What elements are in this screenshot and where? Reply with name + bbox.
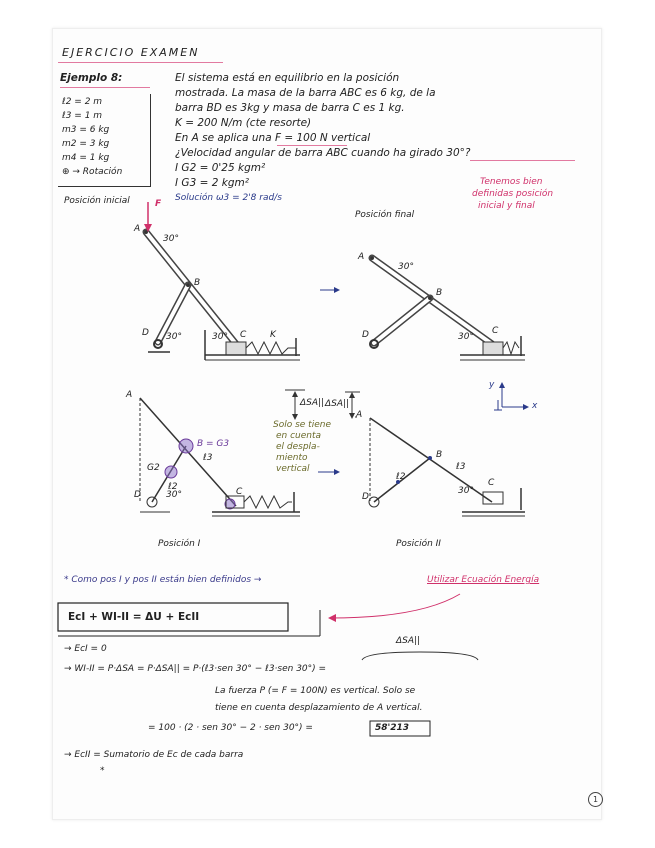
label-a-initial: A <box>134 224 141 234</box>
label-b-final: B <box>436 288 443 298</box>
delta-sa-label: ΔSA|| <box>300 398 325 408</box>
solution-line-6: → EcII = Sumatorio de Ec de cada barra <box>64 750 244 760</box>
note-box-2: en cuenta <box>276 431 322 441</box>
axis-y-label: y <box>489 380 495 390</box>
angle-initial-d: 30° <box>166 332 182 342</box>
solution-line-3: La fuerza P (= F = 100N) es vertical. Solo se <box>215 686 416 696</box>
side-note-2: definidas posición <box>472 189 554 199</box>
solution-intro: * Como pos I y pos II están bien definidos → <box>64 575 262 585</box>
pos1-label-b-g3: B = G3 <box>197 439 230 449</box>
ejemplo-label: Ejemplo 8: <box>60 72 123 84</box>
statement-line-4: K = 200 N/m (cte resorte) <box>175 117 312 129</box>
statement-line-5: En A se aplica una F = 100 N vertical <box>175 132 371 144</box>
statement-solution: Solución ω3 = 2'8 rad/s <box>175 193 282 203</box>
statement-line-8: I G3 = 2 kgm² <box>175 177 249 189</box>
angle-initial-top: 30° <box>163 234 179 244</box>
solution-line-2: → WI-II = P·ΔSA = P·ΔSA|| = P·(ℓ3·sen 30° − ℓ3·sen 30°) = <box>64 664 327 674</box>
label-c-final: C <box>492 326 499 336</box>
angle-initial-c: 30° <box>212 332 228 342</box>
label-d-initial: D <box>142 328 149 338</box>
label-d-final: D <box>362 330 369 340</box>
label-a-final: A <box>358 252 365 262</box>
pos2-label-c: C <box>488 478 495 488</box>
note-box-5: vertical <box>276 464 310 474</box>
note-box-1: Solo se tiene <box>273 420 331 430</box>
axis-x-label: x <box>532 401 538 411</box>
solution-line-1: → EcI = 0 <box>64 644 107 654</box>
pos2-label-d: D <box>362 492 369 502</box>
pos2-label-l3: ℓ3 <box>456 462 466 472</box>
pos2-angle: 30° <box>458 486 474 496</box>
side-note-3: inicial y final <box>478 201 535 211</box>
pos1-label-l2: ℓ2 <box>168 482 178 492</box>
pos1-label-g2: G2 <box>147 463 160 473</box>
given-l3: ℓ3 = 1 m <box>62 111 103 121</box>
label-c-initial: C <box>240 330 247 340</box>
delta-sa-label-2: ΔSA|| <box>325 399 350 409</box>
given-m4: m4 = 1 kg <box>62 153 110 163</box>
delta-brace-label: ΔSA|| <box>396 636 421 646</box>
star-marker: * <box>100 766 105 776</box>
energy-equation: EcI + WI-II = ΔU + EcII <box>68 611 200 623</box>
statement-line-7: I G2 = 0'25 kgm² <box>175 162 266 174</box>
final-position-title: Posición final <box>355 210 415 220</box>
statement-line-2: mostrada. La masa de la barra ABC es 6 kg, de la <box>175 87 436 99</box>
solution-result: 58'213 <box>375 723 410 733</box>
angle-final-top: 30° <box>398 262 414 272</box>
statement-line-1: El sistema está en equilibrio en la posición <box>175 72 400 84</box>
position-1-title: Posición I <box>158 539 201 549</box>
statement-line-3: barra BD es 3kg y masa de barra C es 1 kg. <box>175 102 405 114</box>
solution-line-5: = 100 · (2 · sen 30° − 2 · sen 30°) = <box>148 723 313 733</box>
pos1-label-d: D <box>134 490 141 500</box>
given-m3: m3 = 6 kg <box>62 125 110 135</box>
label-k: K <box>270 330 276 340</box>
energy-equation-link: Utilizar Ecuación Energía <box>427 575 540 585</box>
statement-line-6: ¿Velocidad angular de barra ABC cuando ha girado 30°? <box>175 147 471 159</box>
pos2-label-l2: ℓ2 <box>396 472 406 482</box>
pos2-label-a: A <box>356 410 363 420</box>
pos1-label-a: A <box>126 390 133 400</box>
page-number: 1 <box>588 792 603 807</box>
note-box-4: miento <box>276 453 308 463</box>
pos2-label-b: B <box>436 450 443 460</box>
exercise-title: EJERCICIO EXAMEN <box>62 46 200 59</box>
given-rotation: ⊕ → Rotación <box>62 167 123 177</box>
note-box-3: el despla- <box>276 442 320 452</box>
position-2-title: Posición II <box>396 539 441 549</box>
label-b-initial: B <box>194 278 201 288</box>
angle-final-c: 30° <box>458 332 474 342</box>
side-note-1: Tenemos bien <box>480 177 543 187</box>
given-l2: ℓ2 = 2 m <box>62 97 103 107</box>
initial-position-title: Posición inicial <box>64 196 130 206</box>
pos1-angle: 30° <box>166 490 182 500</box>
label-f: F <box>155 199 162 209</box>
pos1-label-c: C <box>236 487 243 497</box>
solution-line-4: tiene en cuenta desplazamiento de A vertical. <box>215 703 423 713</box>
given-m2: m2 = 3 kg <box>62 139 110 149</box>
pos1-label-l3: ℓ3 <box>203 453 213 463</box>
